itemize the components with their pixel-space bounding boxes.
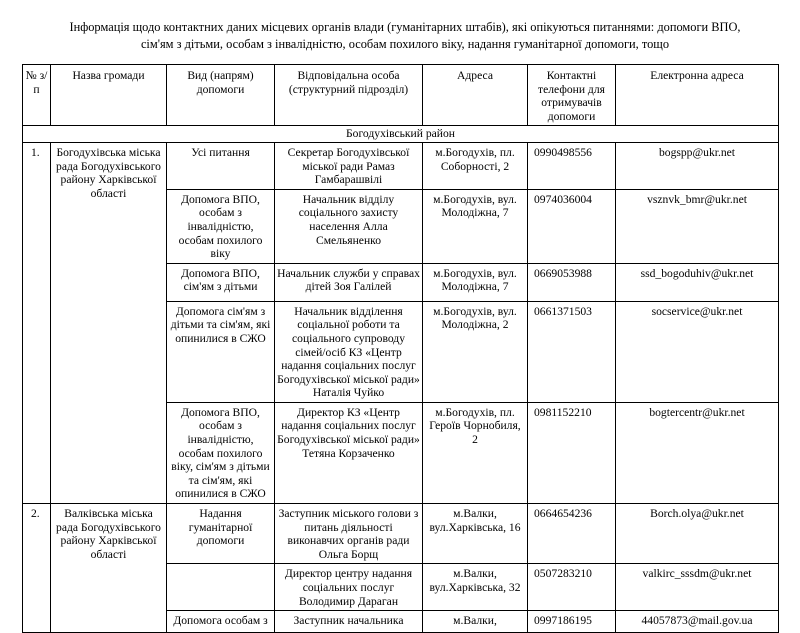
person-cell: Заступник начальника: [275, 611, 423, 633]
email-cell: bogtercentr@ukr.net: [616, 402, 779, 503]
table-row: [23, 504, 779, 564]
person-cell: Начальник відділення соціальної роботи та соціального супроводу сімей/осіб КЗ «Центр надання соціальних послуг Богодухівської міської ради» Наталія Чуйко: [275, 301, 423, 402]
person-cell: Секретар Богодухівської міської ради Рамаз Гамбарашвілі: [275, 142, 423, 189]
header-num: № з/п: [23, 65, 51, 126]
aid-type-cell: Допомога сім'ям з дітьми та сім'ям, які опинилися в СЖО: [167, 301, 275, 402]
phone-cell: 0990498556: [528, 142, 616, 189]
phone-cell: 0664654236: [528, 504, 616, 564]
aid-type-cell: Допомога ВПО, сім'ям з дітьми: [167, 263, 275, 301]
address-cell: м.Валки, вул.Харківська, 32: [423, 564, 528, 611]
header-person: Відповідальна особа (структурний підрозділ): [275, 65, 423, 126]
phone-cell: 0997186195: [528, 611, 616, 633]
address-cell: м.Богодухів, вул. Молодіжна, 2: [423, 301, 528, 402]
row-number: 2.: [23, 504, 51, 633]
aid-type-cell: Допомога ВПО, особам з інвалідністю, особам похилого віку, сім'ям з дітьми та сім'ям, які опинилися в СЖО: [167, 402, 275, 503]
address-cell: м.Валки, вул.Харківська, 16: [423, 504, 528, 564]
region-row: [23, 126, 779, 143]
email-cell: valkirc_sssdm@ukr.net: [616, 564, 779, 611]
phone-cell: 0981152210: [528, 402, 616, 503]
person-cell: Заступник міського голови з питань діяльності виконавчих органів ради Ольга Борщ: [275, 504, 423, 564]
header-row: [23, 65, 779, 126]
title-line-2: сім'ям з дітьми, особам з інвалідністю, особам похилого віку, надання гуманітарної допомоги, тощо: [140, 37, 670, 51]
email-cell: 44057873@mail.gov.ua: [616, 611, 779, 633]
header-address: Адреса: [423, 65, 528, 126]
address-cell: м.Богодухів, вул. Молодіжна, 7: [423, 189, 528, 263]
email-cell: socservice@ukr.net: [616, 301, 779, 402]
contacts-table: [22, 64, 779, 633]
aid-type-cell: Допомога ВПО, особам з інвалідністю, особам похилого віку: [167, 189, 275, 263]
address-cell: м.Богодухів, пл. Героїв Чорнобиля, 2: [423, 402, 528, 503]
aid-type-cell: Допомога особам з: [167, 611, 275, 633]
aid-type-cell: Усі питання: [167, 142, 275, 189]
phone-cell: 0507283210: [528, 564, 616, 611]
email-cell: ssd_bogoduhiv@ukr.net: [616, 263, 779, 301]
header-email: Електронна адреса: [616, 65, 779, 126]
header-phone: Контактні телефони для отримувачів допомоги: [528, 65, 616, 126]
header-aid-type: Вид (напрям) допомоги: [167, 65, 275, 126]
phone-cell: 0669053988: [528, 263, 616, 301]
document-title: [60, 19, 750, 53]
email-cell: bogspp@ukr.net: [616, 142, 779, 189]
phone-cell: 0974036004: [528, 189, 616, 263]
community-name: Валківська міська рада Богодухівського району Харківської області: [51, 504, 167, 633]
header-community: Назва громади: [51, 65, 167, 126]
address-cell: м.Богодухів, вул. Молодіжна, 7: [423, 263, 528, 301]
region-label: Богодухівський район: [23, 126, 779, 143]
aid-type-cell: Надання гуманітарної допомоги: [167, 504, 275, 564]
address-cell: м.Валки,: [423, 611, 528, 633]
person-cell: Начальник служби у справах дітей Зоя Галілей: [275, 263, 423, 301]
title-line-1: Інформація щодо контактних даних місцевих органів влади (гуманітарних штабів), які опікуються питаннями: допомоги ВПО,: [69, 20, 741, 34]
phone-cell: 0661371503: [528, 301, 616, 402]
table-row: [23, 142, 779, 189]
person-cell: Директор КЗ «Центр надання соціальних послуг Богодухівської міської ради» Тетяна Корзаченко: [275, 402, 423, 503]
email-cell: vsznvk_bmr@ukr.net: [616, 189, 779, 263]
address-cell: м.Богодухів, пл. Соборності, 2: [423, 142, 528, 189]
aid-type-cell: [167, 564, 275, 611]
person-cell: Начальник відділу соціального захисту населення Алла Смельяненко: [275, 189, 423, 263]
person-cell: Директор центру надання соціальних послуг Володимир Дараган: [275, 564, 423, 611]
row-number: 1.: [23, 142, 51, 503]
email-cell: Borch.olya@ukr.net: [616, 504, 779, 564]
community-name: Богодухівська міська рада Богодухівського району Харківської області: [51, 142, 167, 503]
contacts-table-wrapper: [22, 64, 779, 633]
